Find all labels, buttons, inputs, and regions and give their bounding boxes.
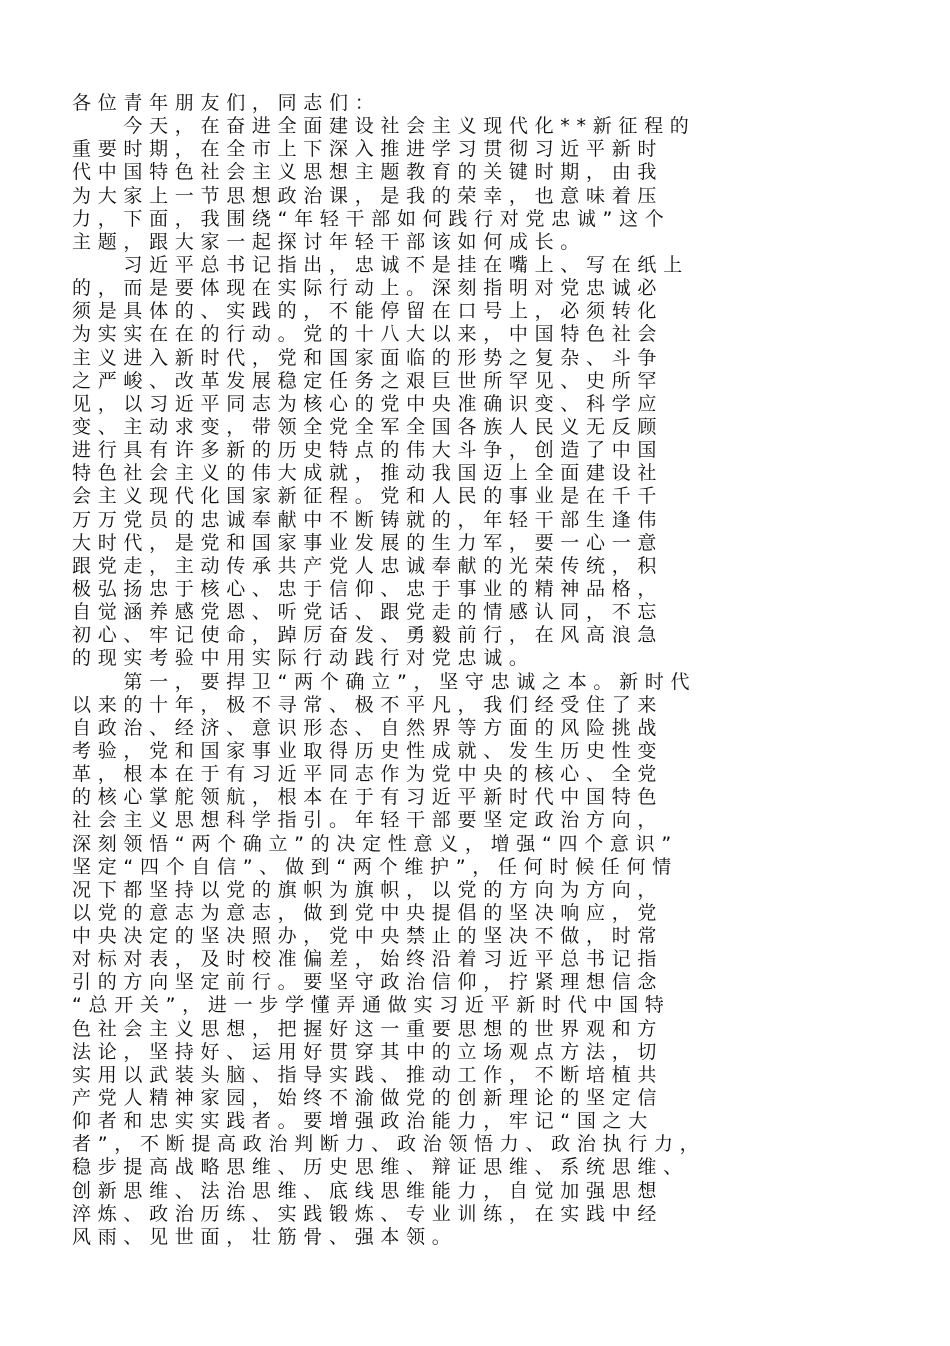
text-line: 革，根本在于有习近平同志作为党中央的核心、全党 [72,763,664,786]
text-line: “总开关”，进一步学懂弄通做实习近平新时代中国特 [72,994,671,1017]
text-line: 会主义现代化国家新征程。党和人民的事业是在千千 [72,485,664,508]
text-line: 主义进入新时代，党和国家面临的形势之复杂、斗争 [72,346,664,369]
text-line: 今天，在奋进全面建设社会主义现代化**新征程的 [72,115,696,138]
text-line: 大时代，是党和国家事业发展的生力军，要一心一意 [72,531,664,554]
text-line: 自觉涵养感党恩、听党话、跟党走的情感认同，不忘 [72,601,664,624]
text-line: 之严峻、改革发展稳定任务之艰巨世所罕见、史所罕 [72,369,664,392]
text-line: 淬炼、政治历练、实践锻炼、专业训练，在实践中经 [72,1202,664,1225]
text-line: 须是具体的、实践的，不能停留在口号上，必须转化 [72,300,664,323]
document-body [72,92,872,1249]
text-line: 的，而是要体现在实际行动上。深刻指明对党忠诚必 [72,277,664,300]
text-line: 引的方向坚定前行。要坚守政治信仰，拧紧理想信念 [72,971,664,994]
text-line: 力，下面，我围绕“年轻干部如何践行对党忠诚”这个 [72,207,671,230]
text-line: 为大家上一节思想政治课，是我的荣幸，也意味着压 [72,184,664,207]
text-line: 跟党走，主动传承共产党人忠诚奉献的光荣传统，积 [72,554,664,577]
text-line: 第一，要捍卫“两个确立”，坚守忠诚之本。新时代 [72,670,697,693]
text-line: 自政治、经济、意识形态、自然界等方面的风险挑战 [72,716,664,739]
text-line: 重要时期，在全市上下深入推进学习贯彻习近平新时 [72,138,664,161]
text-line: 深刻领悟“两个确立”的决定性意义，增强“四个意识” [72,832,678,855]
text-line: 法论，坚持好、运用好贯穿其中的立场观点方法，切 [72,1040,664,1063]
text-line: 仰者和忠实实践者。要增强政治能力，牢记“国之大 [72,1110,654,1133]
text-line: 以党的意志为意志，做到党中央提倡的坚决响应，党 [72,901,664,924]
text-line: 稳步提高战略思维、历史思维、辩证思维、系统思维、 [72,1156,689,1179]
text-line: 变、主动求变，带领全党全军全国各族人民义无反顾 [72,415,664,438]
text-line: 初心、牢记使命，踔厉奋发、勇毅前行，在风高浪急 [72,624,664,647]
text-line: 况下都坚持以党的旗帜为旗帜，以党的方向为方向， [72,878,664,901]
text-line: 对标对表，及时校准偏差，始终沿着习近平总书记指 [72,948,664,971]
text-line: 主题，跟大家一起探讨年轻干部该如何成长。 [72,230,587,253]
text-line: 产党人精神家园，始终不渝做党的创新理论的坚定信 [72,1087,664,1110]
text-line: 万万党员的忠诚奉献中不断铸就的，年轻干部生逢伟 [72,508,664,531]
text-line: 考验，党和国家事业取得历史性成就、发生历史性变 [72,739,664,762]
text-line: 中央决定的坚决照办，党中央禁止的坚决不做，时常 [72,925,664,948]
text-line: 各位青年朋友们，同志们： [72,92,381,114]
text-line: 以来的十年，极不寻常、极不平凡，我们经受住了来 [72,693,664,716]
text-line: 风雨、见世面，壮筋骨、强本领。 [72,1225,458,1248]
text-line: 实用以武装头脑、指导实践、推动工作，不断培植共 [72,1063,664,1086]
text-line: 为实实在在的行动。党的十八大以来，中国特色社会 [72,323,664,346]
text-line: 极弘扬忠于核心、忠于信仰、忠于事业的精神品格， [72,577,664,600]
text-line: 色社会主义思想，把握好这一重要思想的世界观和方 [72,1017,664,1040]
text-line: 习近平总书记指出，忠诚不是挂在嘴上、写在纸上 [72,253,689,276]
text-line: 者”，不断提高政治判断力、政治领悟力、政治执行力， [72,1133,706,1156]
text-line: 社会主义思想科学指引。年轻干部要坚定政治方向， [72,809,664,832]
text-line: 的核心掌舵领航，根本在于有习近平新时代中国特色 [72,786,664,809]
text-line: 特色社会主义的伟大成就，推动我国迈上全面建设社 [72,462,664,485]
text-line: 创新思维、法治思维、底线思维能力，自觉加强思想 [72,1179,664,1202]
text-line: 坚定“四个自信”、做到“两个维护”，任何时候任何情 [72,855,678,878]
text-line: 的现实考验中用实际行动践行对党忠诚。 [72,647,535,670]
text-line: 代中国特色社会主义思想主题教育的关键时期，由我 [72,161,664,184]
text-line: 进行具有许多新的历史特点的伟大斗争，创造了中国 [72,439,664,462]
text-line: 见，以习近平同志为核心的党中央准确识变、科学应 [72,392,664,415]
